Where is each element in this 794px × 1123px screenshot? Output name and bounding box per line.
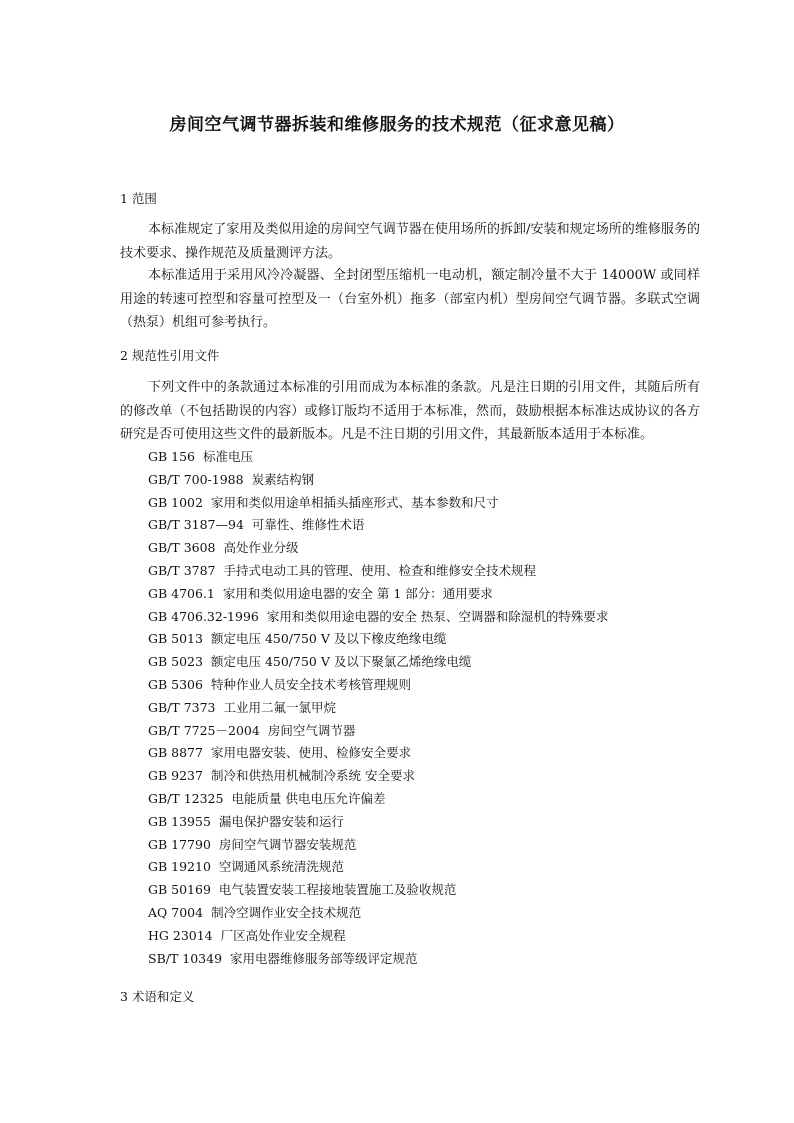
reference-title: 电气装置安装工程接地装置施工及验收规范: [218, 882, 457, 898]
reference-item: [148, 560, 608, 583]
reference-code: GB 9237: [148, 768, 203, 784]
reference-title: 家用和类似用途电器的安全 第 1 部分：通用要求: [222, 585, 493, 601]
reference-item: [148, 948, 608, 971]
reference-code: GB/T 700-1988: [148, 471, 244, 487]
reference-code: GB/T 7725－2004: [148, 722, 260, 738]
reference-code: SB/T 10349: [148, 950, 223, 966]
reference-list: [148, 446, 608, 970]
reference-code: GB 13955: [148, 813, 211, 829]
reference-title: 制冷和供热用机械制冷系统 安全要求: [210, 768, 415, 784]
reference-code: GB 5023: [148, 654, 203, 670]
reference-item: [148, 514, 608, 537]
normative-references-paragraph: 下列文件中的条款通过本标准的引用而成为本标准的条款。凡是注日期的引用文件，其随后所有的修改单（不包括勘误的内容）或修订版均不适用于本标准，然而，鼓励根据本标准达成协议的各方研究是否可使用这些文件的最新版本。凡是不注日期的引用文件，其最新版本适用于本标准。: [120, 380, 700, 442]
reference-item: [148, 651, 608, 674]
reference-item: [148, 788, 608, 811]
reference-item: [148, 742, 608, 765]
reference-title: 标准电压: [203, 449, 254, 464]
reference-title: 高处作业分级: [223, 540, 299, 556]
reference-title: 家用电器安装、使用、检修安全要求: [210, 745, 411, 761]
reference-title: 厂区高处作业安全规程: [220, 927, 346, 943]
reference-code: GB 4706.32-1996: [148, 608, 259, 624]
reference-title: 电能质量 供电电压允许偏差: [231, 790, 386, 806]
reference-title: 家用和类似用途电器的安全 热泵、空调器和除湿机的特殊要求: [266, 608, 609, 624]
reference-title: 家用电器维修服务部等级评定规范: [230, 950, 418, 966]
reference-code: GB 5306: [148, 676, 203, 692]
reference-item: [148, 583, 608, 606]
reference-item: [148, 856, 608, 879]
section-heading-normative-references: 2 规范性引用文件: [120, 348, 220, 363]
reference-code: GB/T 3187—94: [148, 517, 244, 533]
scope-paragraph-2: 本标准适用于采用风冷冷凝器、全封闭型压缩机一电动机，额定制冷量不大于 14000W 或同样用途的转速可控型和容量可控型及一（台室外机）拖多（部室内机）型房间空气调节器。多联式空调（热泵）机组可参考执行。: [120, 268, 700, 330]
reference-code: GB/T 12325: [148, 790, 224, 806]
reference-code: AQ 7004: [148, 904, 204, 920]
reference-title: 炭素结构钢: [251, 471, 315, 487]
reference-item: [148, 674, 608, 697]
reference-title: 额定电压 450/750 V 及以下橡皮绝缘电缆: [210, 631, 447, 647]
reference-item: [148, 492, 608, 515]
reference-code: GB 5013: [148, 631, 203, 647]
reference-title: 家用和类似用途单相插头插座形式、基本参数和尺寸: [210, 494, 499, 510]
reference-item: [148, 811, 608, 834]
reference-code: GB 4706.1: [148, 585, 215, 601]
reference-code: GB 19210: [148, 859, 211, 875]
section-heading-terms-definitions: 3 术语和定义: [120, 989, 195, 1004]
reference-item: [148, 834, 608, 857]
reference-code: GB/T 3787: [148, 562, 216, 578]
reference-title: 可靠性、维修性术语: [251, 517, 365, 533]
reference-title: 手持式电动工具的管理、使用、检查和维修安全技术规程: [223, 562, 537, 578]
reference-code: GB 156: [148, 449, 196, 464]
reference-code: GB 1002: [148, 494, 203, 510]
reference-title: 房间空气调节器: [267, 722, 356, 738]
section-heading-scope: 1 范围: [120, 191, 157, 206]
reference-item: [148, 765, 608, 788]
reference-item: [148, 879, 608, 902]
document-title: 房间空气调节器拆装和维修服务的技术规范（征求意见稿）: [169, 115, 625, 135]
reference-title: 额定电压 450/750 V 及以下聚氯乙烯绝缘电缆: [210, 654, 472, 670]
reference-item: [148, 697, 608, 720]
reference-code: GB/T 3608: [148, 540, 216, 556]
reference-code: GB 50169: [148, 882, 211, 898]
reference-item: [148, 446, 608, 469]
reference-title: 特种作业人员安全技术考核管理规则: [210, 676, 411, 692]
reference-title: 工业用二氟一氯甲烷: [223, 699, 337, 715]
reference-code: GB 17790: [148, 836, 211, 852]
reference-item: [148, 720, 608, 743]
reference-item: [148, 469, 608, 492]
reference-code: HG 23014: [148, 927, 213, 943]
reference-code: GB 8877: [148, 745, 203, 761]
reference-code: GB/T 7373: [148, 699, 216, 715]
reference-title: 空调通风系统清洗规范: [218, 859, 344, 875]
reference-item: [148, 537, 608, 560]
reference-item: [148, 628, 608, 651]
reference-item: [148, 925, 608, 948]
scope-paragraph-1: 本标准规定了家用及类似用途的房间空气调节器在使用场所的拆卸/安装和规定场所的维修服务的技术要求、操作规范及质量测评方法。: [120, 222, 700, 261]
reference-item: [148, 606, 608, 629]
reference-title: 制冷空调作业安全技术规范: [211, 904, 362, 920]
reference-title: 房间空气调节器安装规范: [218, 836, 357, 852]
reference-title: 漏电保护器安装和运行: [218, 813, 344, 829]
reference-item: [148, 902, 608, 925]
